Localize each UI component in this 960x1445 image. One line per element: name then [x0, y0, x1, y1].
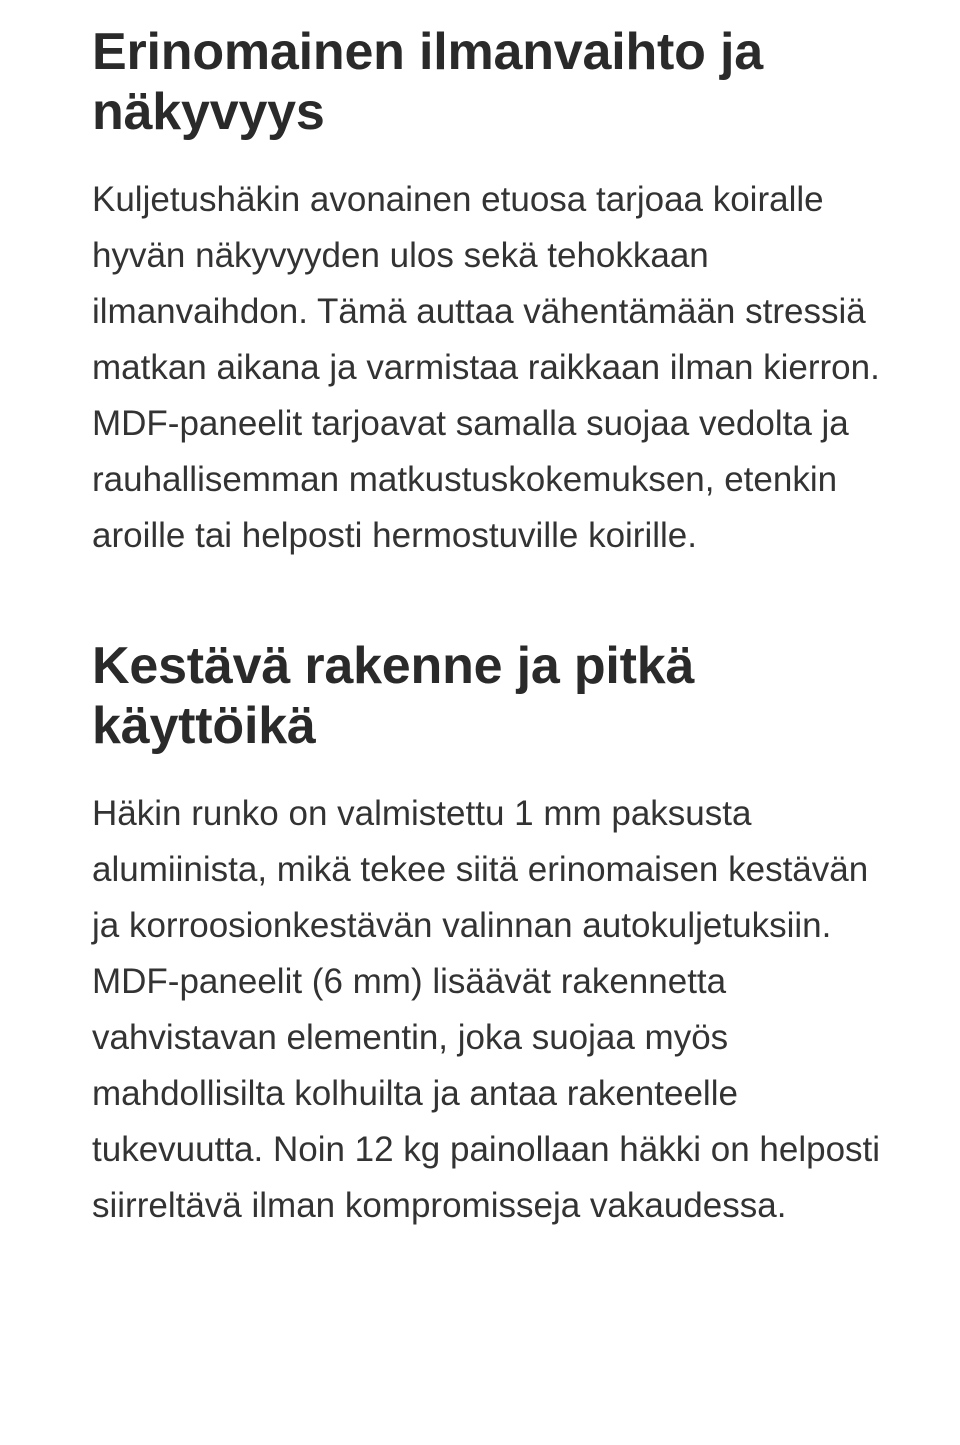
section-paragraph: Kuljetushäkin avonainen etuosa tarjoaa koiralle hyvän näkyvyyden ulos sekä tehokkaan ilmanvaihdon. Tämä auttaa vähentämään stressiä matkan aikana ja varmistaa raikkaan ilman kierron. MDF-paneelit tarjoavat samalla suojaa vedolta ja rauhallisemman matkustuskokemuksen, etenkin aroille tai helposti hermostuville koirille.: [92, 180, 880, 555]
product-description: [92, 22, 892, 1234]
section-heading: Kestävä rakenne ja pitkä käyttöikä: [92, 637, 695, 755]
section-durability: [92, 636, 892, 1234]
section-ventilation: [92, 22, 892, 564]
section-paragraph: Häkin runko on valmistettu 1 mm paksusta alumiinista, mikä tekee siitä erinomaisen kestävän ja korroosionkestävän valinnan autokuljetuksiin. MDF-paneelit (6 mm) lisäävät rakennetta vahvistavan elementin, joka suojaa myös mahdollisilta kolhuilta ja antaa rakenteelle tukevuutta. Noin 12 kg painollaan häkki on helposti siirreltävä ilman kompromisseja vakaudessa.: [92, 794, 881, 1225]
section-heading: Erinomainen ilmanvaihto ja näkyvyys: [92, 23, 763, 141]
